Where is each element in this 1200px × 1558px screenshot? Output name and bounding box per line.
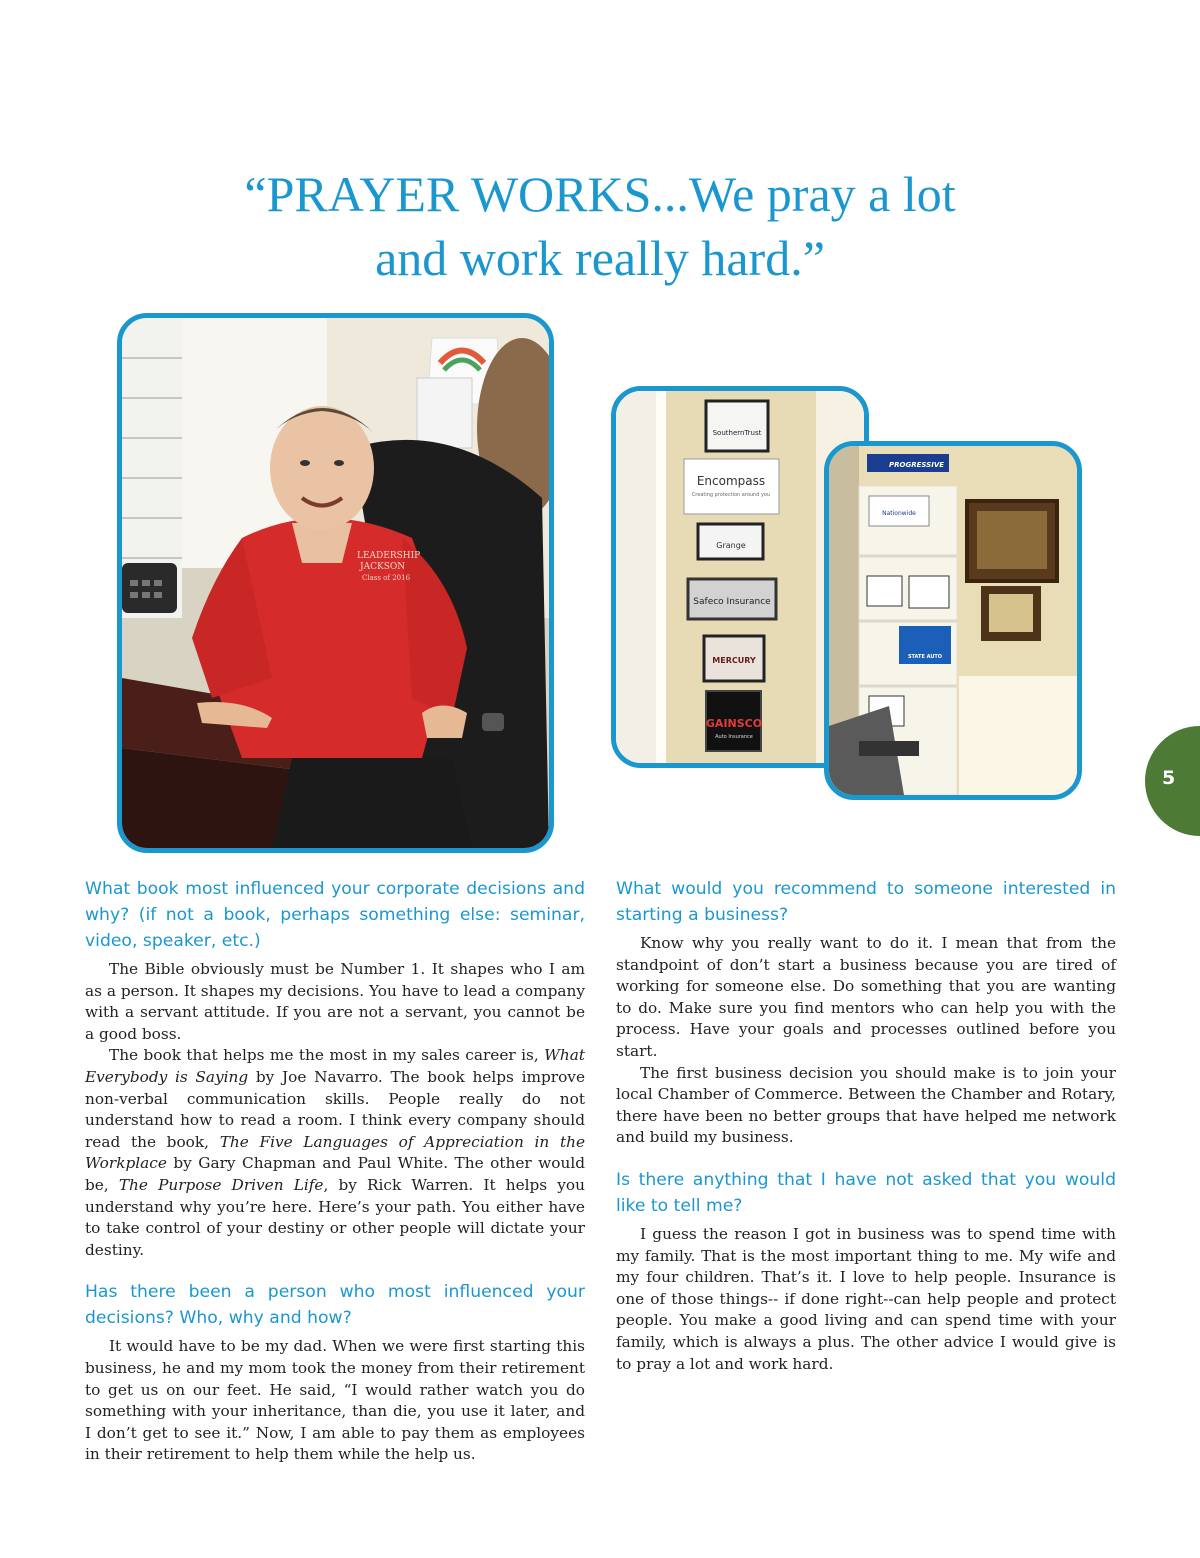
office-photo <box>824 441 1082 800</box>
answer-paragraph: Know why you really want to do it. I mean that from the standpoint of don’t start a business because you are tired of working for someone else. Do something that you are wanting to do. Make sure you find mentors who can help you with the process. Have your goals and processes outlined before you start. <box>616 934 1116 1060</box>
sign-southern-trust: SouthernTrust <box>712 429 762 437</box>
book-title: The Purpose Driven Life <box>118 1175 324 1194</box>
question-anything-else: Is there anything that I have not asked that you would like to tell me? <box>616 1169 1116 1216</box>
pull-quote-line-1: “PRAYER WORKS...We pray a lot <box>244 166 956 222</box>
book-title: What Everybody is Saying <box>85 1046 585 1086</box>
book-title: The Five Languages of Appreciation in the Workplace <box>85 1132 585 1173</box>
answer-paragraph: I guess the reason I got in business was to spend time with my family. That is the most important thing to me. My wife and my four children. That’s it. I love to help people. Insurance is one of those things-- if done right--can help people and protect people. You make a good living and can spend time with your family, which is always a plus. The other advice I would give is to pray a lot and work hard. <box>616 1224 1116 1373</box>
left-column <box>85 876 585 1466</box>
answer-book-influence <box>85 959 585 1261</box>
portrait-illustration <box>122 318 549 848</box>
pull-quote <box>0 162 1200 290</box>
shirt-logo-line-2: JACKSON <box>360 562 406 572</box>
pull-quote-line-2: and work really hard.” <box>375 230 825 286</box>
text-run: The book that helps me the most in my sales career is, <box>109 1046 545 1065</box>
sign-gainsco: GAINSCO <box>705 717 763 730</box>
question-book-influence: What book most influenced your corporate decisions and why? (if not a book, perhaps something else: seminar, video, speaker, etc.) <box>85 879 585 951</box>
sign-gainsco-tagline: Auto Insurance <box>715 734 753 740</box>
sign-nationwide: Nationwide <box>882 510 916 517</box>
shirt-logo-line-3: Class of 2016 <box>362 574 411 582</box>
text-run: by Joe Navarro. The book helps improve non-verbal communication skills. People really do not understand how to read a room. I think every company should read the book, <box>85 1067 585 1151</box>
office-illustration <box>829 446 1077 795</box>
answer-paragraph: It would have to be my dad. When we were first starting this business, he and my mom took the money from their retirement to get us on our feet. He said, “I would rather watch you do something with your inheritance, than die, you use it later, and I don’t get to see it.” Now, I am able to pay them as employees in their retirement to help them while the help us. <box>85 1337 585 1464</box>
sign-encompass-tagline: Creating protection around you <box>691 492 771 498</box>
text-run: , by Rick Warren. It helps you understand why you’re here. Here’s your path. You either have to take control of your destiny or other people will dictate your destiny. <box>85 1175 585 1259</box>
answer-paragraph <box>85 1045 585 1261</box>
sign-mercury: MERCURY <box>712 656 756 665</box>
answer-paragraph: The first business decision you should make is to join your local Chamber of Commerce. Between the Chamber and Rotary, there have been no better groups that have helped me network and build my business. <box>616 1063 1116 1147</box>
text-run: by Gary Chapman and Paul White. The other would be, <box>85 1154 585 1194</box>
sign-encompass: Encompass <box>696 474 766 488</box>
page-number: 5 <box>1162 767 1176 789</box>
sign-safeco: Safeco Insurance <box>693 597 771 607</box>
question-person-influence: Has there been a person who most influenced your decisions? Who, why and how? <box>85 1282 585 1329</box>
answer-paragraph: The Bible obviously must be Number 1. It shapes who I am as a person. It shapes my decisions. You have to lead a company with a servant attitude. If you are not a servant, you cannot be a good boss. <box>85 960 585 1043</box>
answer-person-influence <box>85 1336 585 1466</box>
portrait-photo <box>117 313 554 853</box>
sign-progressive: PROGRESSIVE <box>889 461 945 469</box>
answer-starting-business <box>616 933 1116 1149</box>
answer-anything-else <box>616 1224 1116 1375</box>
question-starting-business: What would you recommend to someone interested in starting a business? <box>616 879 1116 925</box>
sign-state-auto: STATE AUTO <box>907 654 943 660</box>
shirt-logo-line-1: LEADERSHIP <box>357 551 421 561</box>
sign-grange: Grange <box>716 541 746 550</box>
right-column <box>616 876 1116 1375</box>
